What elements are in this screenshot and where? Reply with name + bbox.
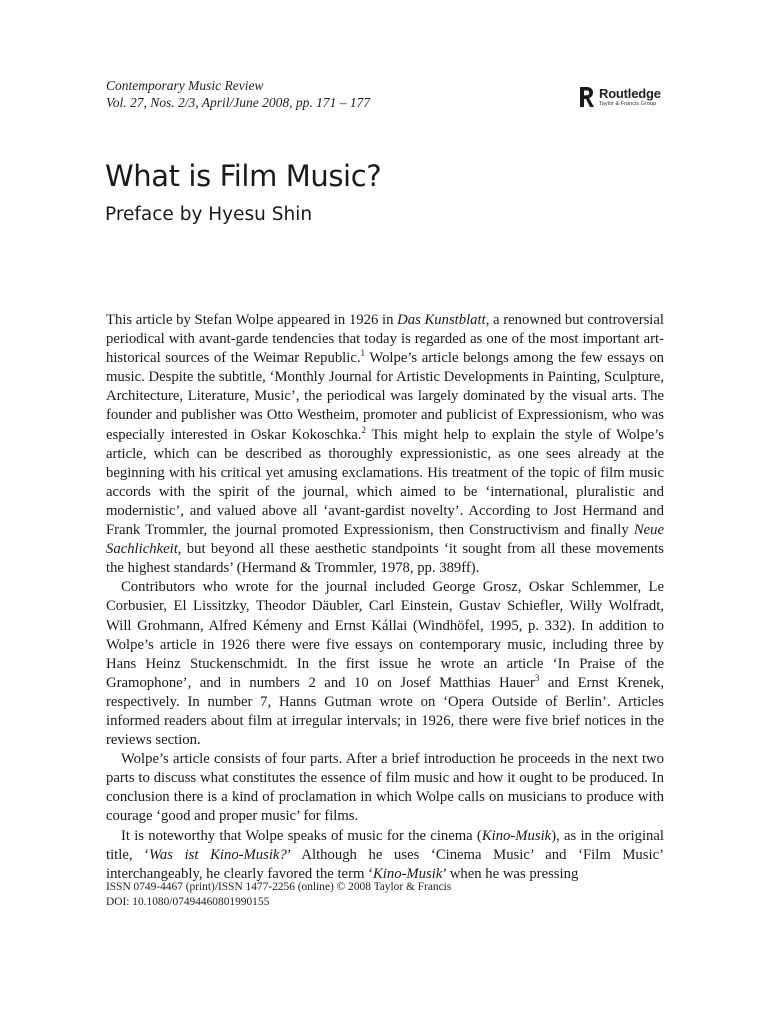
paragraph-text: This article by Stefan Wolpe appeared in 1926 in [106,312,398,328]
paragraph-text: ’ when he was pressing [442,865,579,882]
publisher-logo [578,86,661,108]
article-title: What is Film Music? [105,159,382,193]
paragraph-text: Contributors who wrote for the journal included George Grosz, Oskar Schlemmer, Le Corbusier, El Lissitzky, Theodor Däubler, Carl Einstein, Gustav Schiefler, Willy Wolfradt, Will Grohmann, Alfred Kémeny and Ernst Kállai (Windhöfel, 1995, p. 332). In addition to Wolpe’s article in 1926 there were five essays on contemporary music, including three by Hans Heinz Stuckenschmidt. In the first issue he wrote an article ‘In Praise of the Gramophone’, and in numbers 2 and 10 on Josef Matthias Hauer [106,579,664,691]
paragraph-text: and Ernst Krenek, respectively. In number 7, Hanns Gutman wrote on ‘Opera Outside of Berlin’. Articles informed readers about film at irregular intervals; in 1926, there were five brief notices in the reviews section. [106,674,664,749]
footnote-marker: 2 [361,424,366,435]
publisher-name: Routledge [599,85,661,101]
routledge-logo-icon [578,86,594,108]
paragraph-text: , but beyond all these aesthetic standpoints ‘it sought from all these movements the highest standards’ (Hermand & Trommler, 1978, pp. 389ff). [106,541,664,577]
paragraph-text: Wolpe’s article belongs among the few essays on music. Despite the subtitle, ‘Monthly Journal for Artistic Developments in Painting, Sculpture, Architecture, Literature, Music’, the periodical was largely dominated by the visual arts. The founder and publisher was Otto Westheim, promoter and publicist of Expressionism, who was especially interested in Oskar Kokoschka. [106,350,664,443]
body-paragraph [106,750,664,826]
body-paragraph [106,311,664,578]
italic-text: Kino-Musik [481,827,552,844]
paragraph-text: It is noteworthy that Wolpe speaks of music for the cinema ( [121,827,482,844]
body-paragraph [106,578,664,750]
paragraph-text: , a renowned but controversial periodical with avant-garde tendencies that today is regarded as one of the most important art-historical sources of the Weimar Republic. [106,312,664,367]
journal-volume: Vol. 27, Nos. 2/3, April/June 2008, pp. 171 – 177 [106,95,371,110]
publisher-group: Taylor & Francis Group [599,100,657,107]
doi-line: DOI: 10.1080/07494460801990155 [106,896,270,908]
paragraph-text: This might help to explain the style of Wolpe’s article, which can be described as thoroughly expressionistic, as one sees already at the beginning with his critical yet amusing exclamations. His treatment of the topic of film music accords with the spirit of the journal, which aimed to be ‘international, pluralistic and modernistic’, and valued above all ‘avant-gardist novelty’. According to Jost Hermand and Frank Trommler, the journal promoted Expressionism, then Constructivism and finally [106,426,664,539]
journal-name: Contemporary Music Review [106,78,264,93]
italic-text: Kino-Musik [372,865,443,882]
footnote-marker: 3 [534,672,540,683]
body-paragraph [106,827,664,884]
issn-line: ISSN 0749-4467 (print)/ISSN 1477-2256 (online) © 2008 Taylor & Francis [106,881,452,893]
italic-text: Neue Sachlichkeit [106,522,664,558]
article-subtitle: Preface by Hyesu Shin [105,204,313,225]
paragraph-text: ), as in the original title, ‘ [106,827,664,863]
article-body [106,311,664,884]
paragraph-text: ’ Although he uses ‘Cinema Music’ and ‘Film Music’ interchangeably, he clearly favored the term ‘ [106,846,664,882]
journal-header [106,77,370,111]
italic-text: Was ist Kino-Musik? [149,846,287,863]
footnote-marker: 1 [360,348,366,359]
article-footer [106,880,451,910]
italic-text: Das Kunstblatt [397,312,486,328]
paragraph-text: Wolpe’s article consists of four parts. After a brief introduction he proceeds in the next two parts to discuss what constitutes the essence of film music and how it ought to be produced. In conclusion there is a kind of proclamation in which Wolpe calls on musicians to produce with courage ‘good and proper music’ for films. [106,751,664,825]
